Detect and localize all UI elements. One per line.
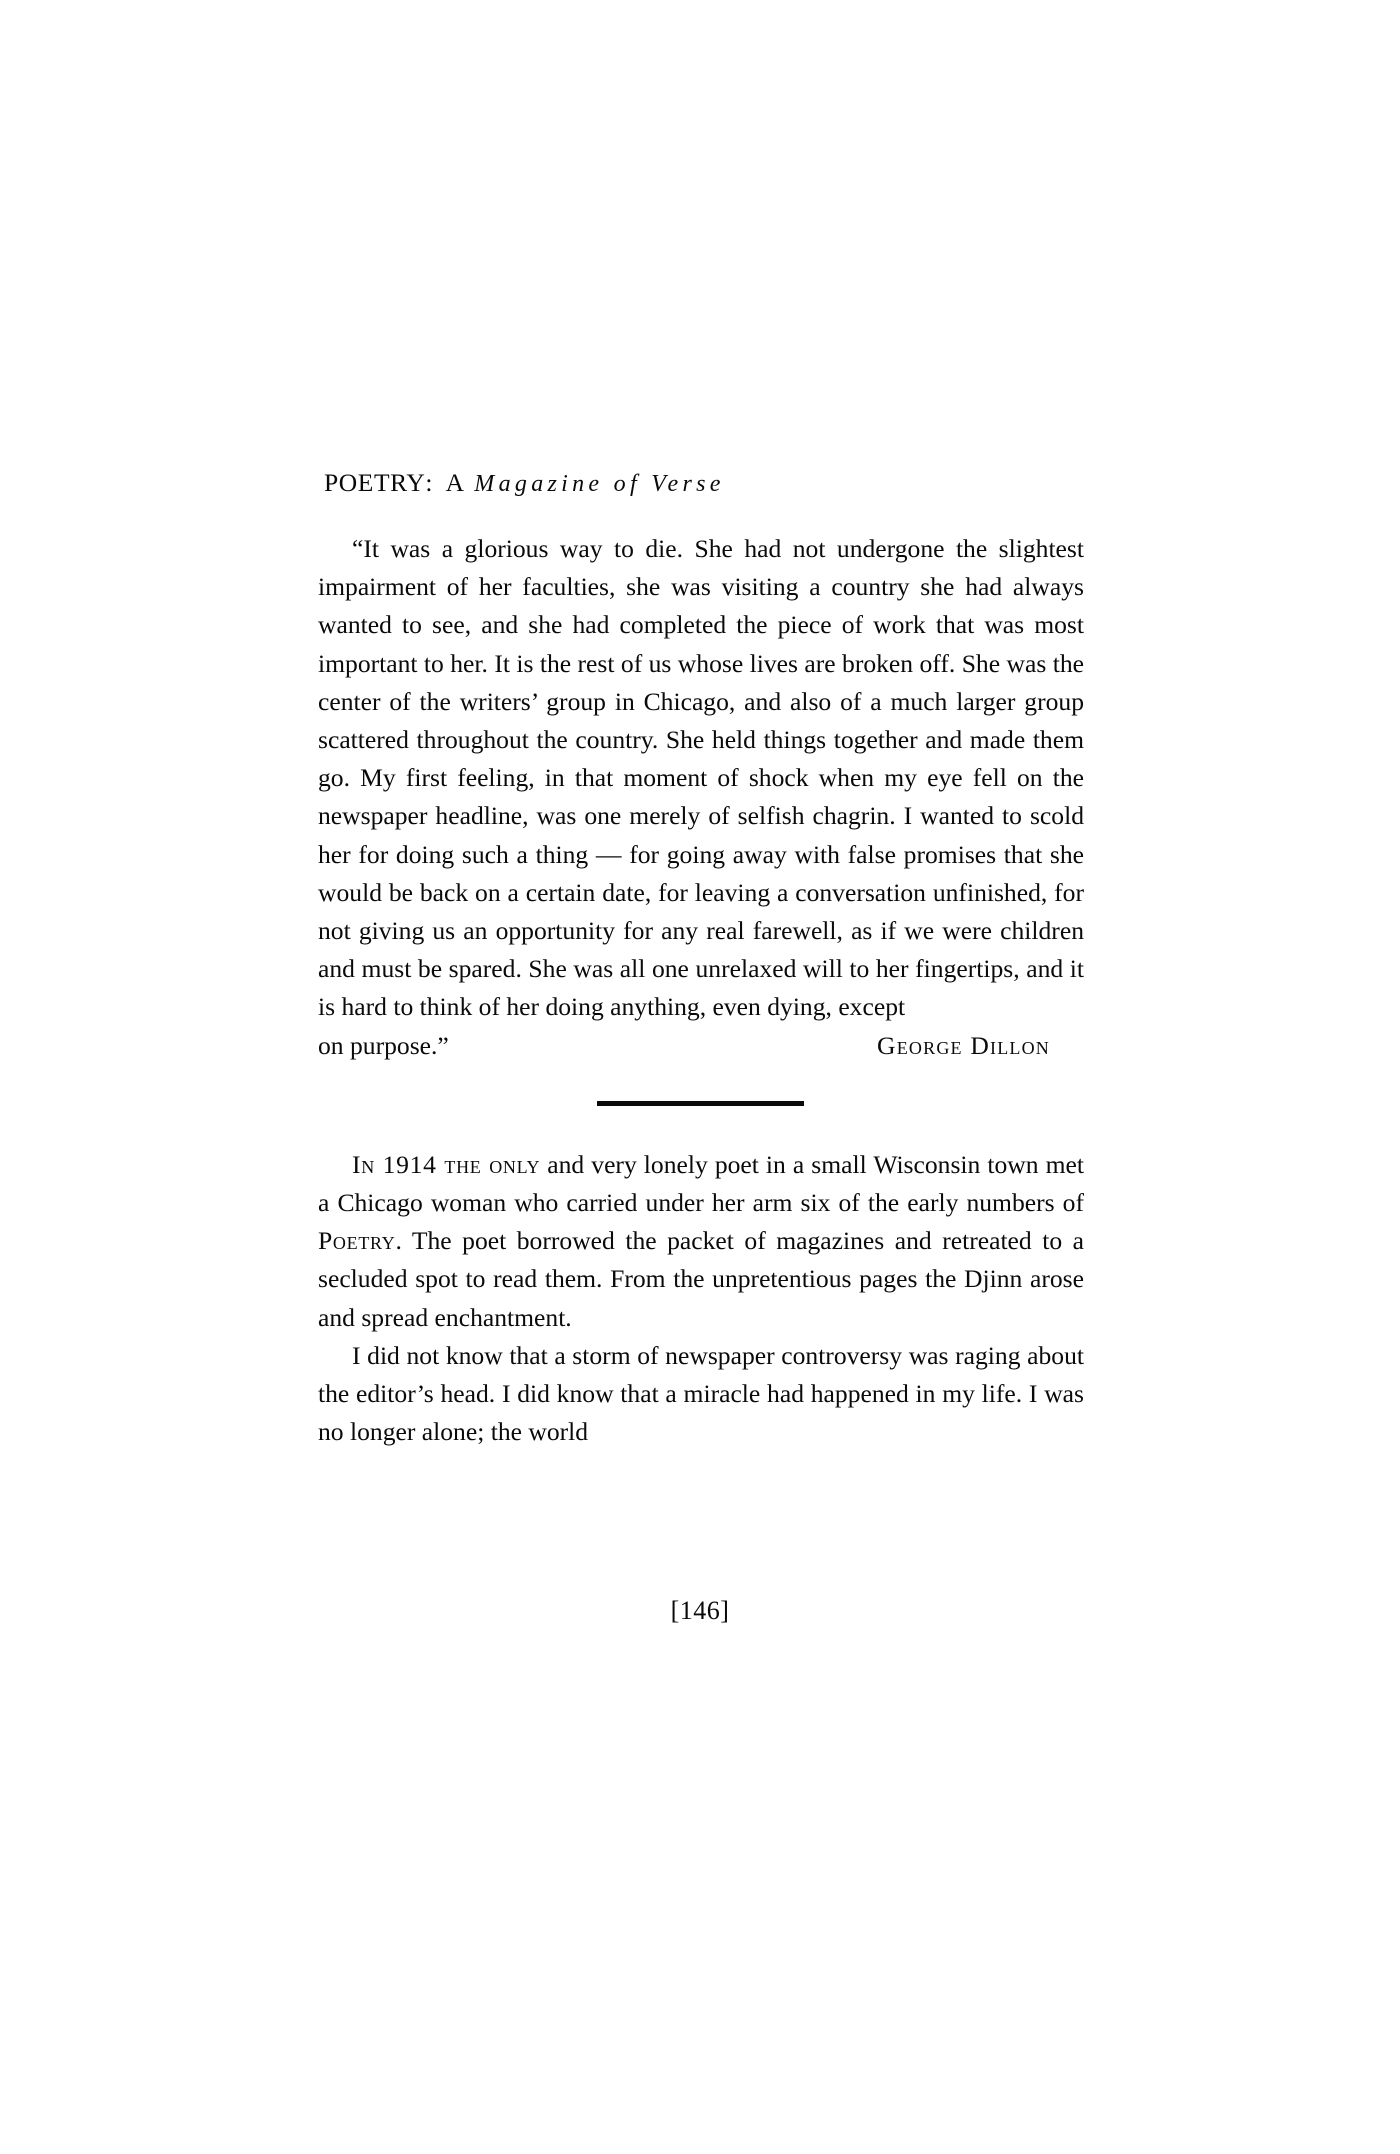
- inline-small-caps-poetry: Poetry: [318, 1226, 396, 1256]
- section-divider-rule: [597, 1101, 804, 1106]
- page-text-block: [318, 470, 1084, 1451]
- paragraph-1914: [318, 1146, 1084, 1337]
- running-head-subtitle: Magazine of Verse: [474, 471, 725, 497]
- attribution-george-dillon: George Dillon: [877, 1030, 1050, 1060]
- paragraph-dillon-quote: “It was a glorious way to die. She had not undergone the slightest impairment of her faculties, she was visiting a country she had always wanted to see, and she had completed the piece of work that was most important to her. It is the rest of us whose lives are broken off. She was the center of the writers’ group in Chicago, and also of a much larger group scattered throughout the country. She held things together and made them go. My first feeling, in that moment of shock when my eye fell on the newspaper headline, was one merely of selfish chagrin. I wanted to scold her for doing such a thing — for going away with false promises that she would be back on a certain date, for leaving a conversation unfinished, for not giving us an opportunity for any real farewell, as if we were children and must be spared. She was all one unrelaxed will to her fingertips, and it is hard to think of her doing anything, even dying, except: [318, 534, 1084, 1022]
- paragraph-storm: I did not know that a storm of newspaper controversy was raging about the editor’s head. I did know that a miracle had happened in my life. I was no longer alone; the world: [318, 1340, 1084, 1447]
- quote-closing-text: on purpose.”: [318, 1030, 449, 1060]
- paragraph-1914-body: and very lonely poet in a small Wisconsin town met a Chicago woman who carried under her arm six of the early numbers of: [318, 1149, 1084, 1218]
- section-divider-wrap: [318, 1101, 1084, 1106]
- paragraph-opening-small-caps: In 1914 the only: [352, 1149, 541, 1179]
- running-head-article: A: [445, 468, 465, 497]
- running-head-publication: POETRY: [324, 468, 426, 497]
- running-head-colon: :: [425, 468, 433, 497]
- paragraph-1914-body-after: . The poet borrowed the packet of magazines and retreated to a secluded spot to read them. From the unpretentious pages the Djinn arose and spread enchantment.: [318, 1226, 1084, 1332]
- signature-line: [318, 1027, 1084, 1065]
- running-head: [324, 470, 1084, 496]
- page-number-folio: [146]: [670, 1596, 730, 1625]
